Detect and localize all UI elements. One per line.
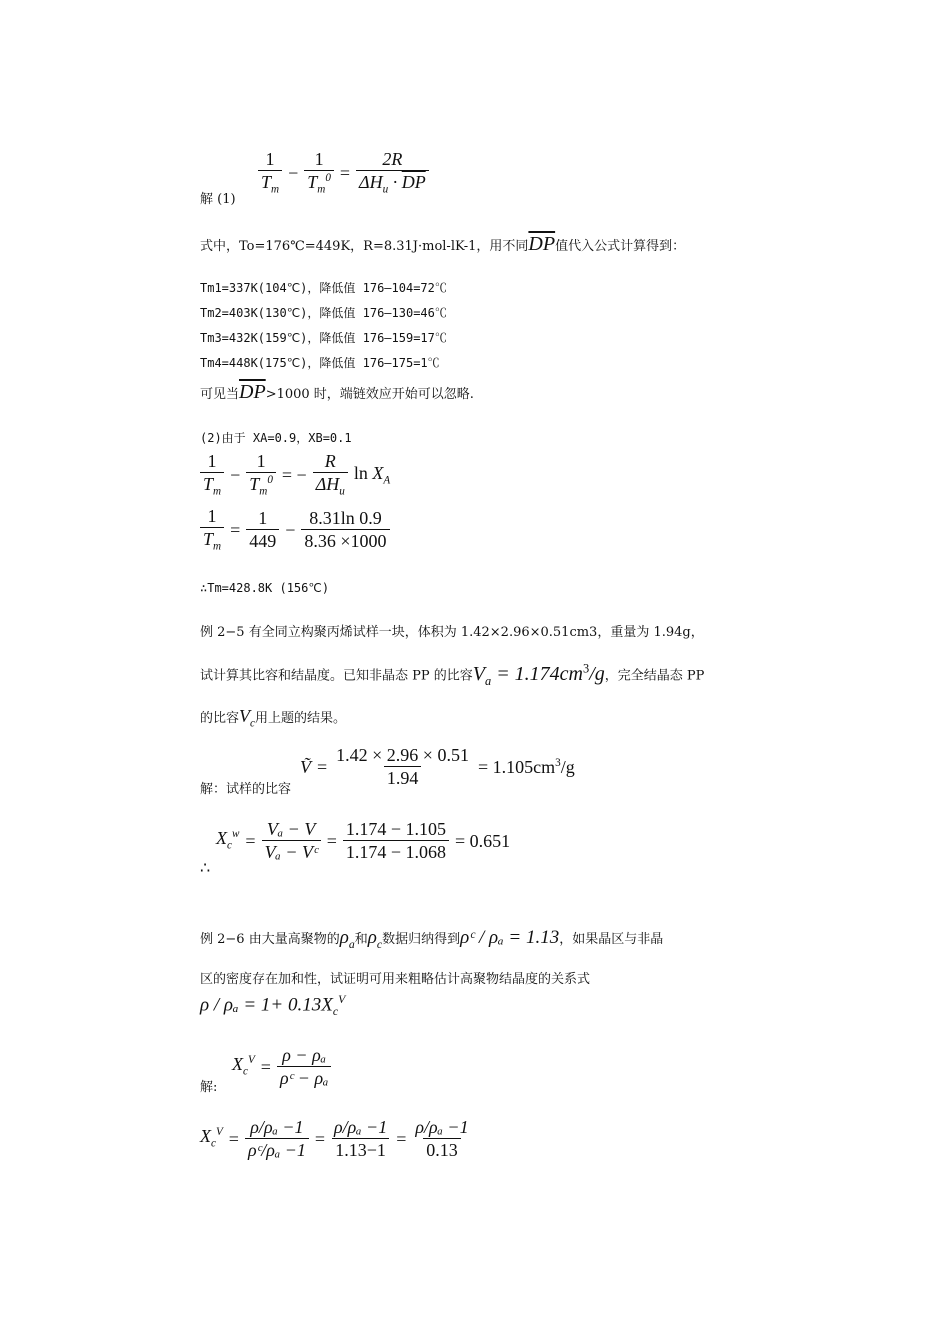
context-line: 式中，To=176℃=449K，R=8.31J·mol-lK-1，用不同$\overline{DP}$值代入公式计算得到：: [200, 233, 686, 255]
formula-final-derivation: $X_c^V$ = $\frac{\text{ρ/ρₐ −1}}{\text{ρᶜ/ρₐ −1}}$ = $\frac{\text{ρ/ρₐ −1}}{1.13-1}$ = $\frac{\text{ρ/ρₐ −1}}{0.13}$: [200, 1117, 469, 1160]
formula-tm-numeric: $\frac{1}{T_m}$ = $\frac{1}{449}$ − $\frac{8.31\ln 0.9}{8.36 \times 1000}$: [200, 507, 390, 553]
example25-line1: 例 2−5 有全同立构聚丙烯试样一块，体积为 1.42×2.96×0.51cm3，重量为 1.94g，: [200, 625, 704, 640]
formula-copolymer-melting: 1 $T_m$ − $\frac{1}{T_m^0}$ = − R $\Delta H_u$ $\ln X_A$: [200, 452, 390, 498]
formula-density-relation: $\rho / \rho_a = 1+ 0.13X_c^V$: [200, 993, 346, 1019]
example25-line3: 的比容$V_c$用上题的结果。: [200, 706, 346, 730]
formula-crystallinity-weight: $X_c^w$ = $\frac{\text{Vₐ − V}}{\text{Vₐ − Vᶜ}}$ = $\frac{1.174 - 1.105}{1.174 - 1.068}$ = 0.651: [216, 819, 511, 862]
example26-line1: 例 2−6 由大量高聚物的$\rho_a$和$\rho_c$数据归纳得到ρᶜ / ρₐ = 1.13，如果晶区与非晶: [200, 927, 664, 951]
result-line-1: Tm1=337K(104℃)，降低值 176—104=72℃: [200, 281, 447, 295]
therefore-symbol: ∴: [200, 858, 211, 877]
tm-result: ∴Tm=428.8K (156℃): [200, 581, 330, 595]
result-line-2: Tm2=403K(130℃)，降低值 176—130=46℃: [200, 306, 447, 320]
formula-melting-point-dp: 1 $T_m$ − $\frac{1}{T_m^0}$ = 2R $\Delta H_u \cdot \overline{DP}$: [258, 150, 429, 196]
conclusion-line: 可见当$\overline{DP}>1000$ 时，端链效应开始可以忽略.: [200, 381, 474, 403]
result-line-4: Tm4=448K(175℃)，降低值 176—175=1℃: [200, 356, 440, 370]
example25-solution-label: 解：试样的比容: [200, 782, 292, 797]
example25-line2: 试计算其比容和结晶度。已知非晶态 PP 的比容$V_a = 1.174cm^3/g$，完全结晶态 PP: [200, 661, 705, 688]
result-line-3: Tm3=432K(159℃)，降低值 176—159=17℃: [200, 331, 447, 345]
part2-label: (2)由于 XA=0.9，XB=0.1: [200, 431, 352, 445]
example26-solution-label: 解:: [200, 1080, 218, 1095]
part1-label: 解 (1): [200, 192, 236, 207]
formula-crystallinity-volume: $X_c^V$ = $\frac{\text{ρ − ρₐ}}{\text{ρᶜ − ρₐ}}$: [232, 1046, 331, 1087]
example26-line2: 区的密度存在加和性，试证明可用来粗略估计高聚物结晶度的关系式: [200, 972, 591, 987]
formula-specific-volume: Ṽ = $\frac{1.42 \times 2.96 \times 0.51}{1.94}$ = $1.105cm^3/g$: [300, 745, 575, 788]
